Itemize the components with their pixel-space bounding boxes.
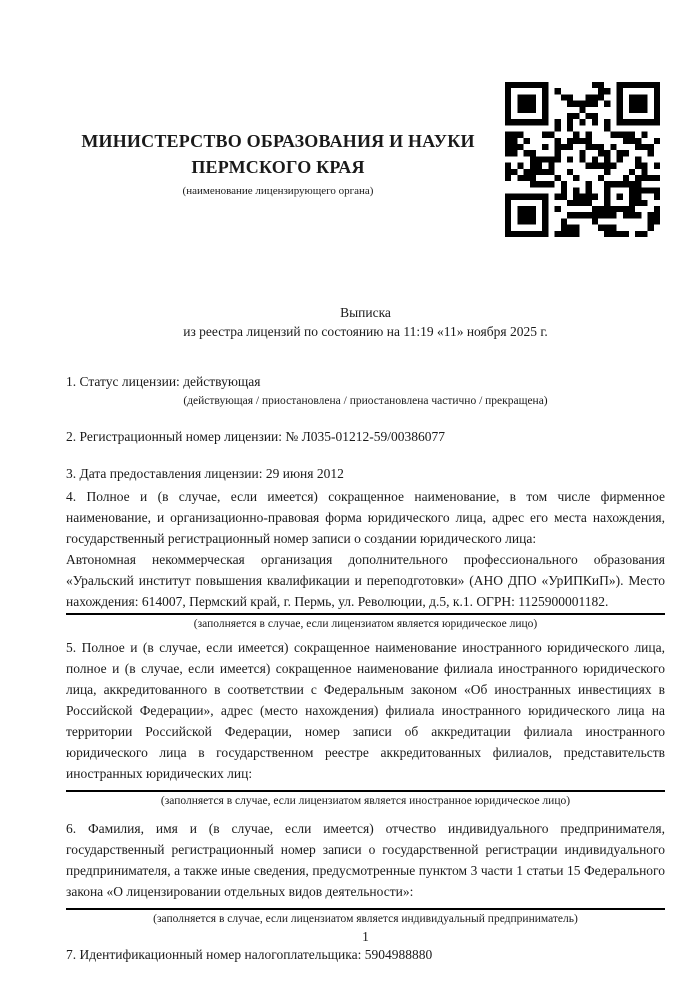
ministry-name-line2: ПЕРМСКОГО КРАЯ <box>191 157 365 177</box>
section-registration-number <box>66 426 665 447</box>
document-title <box>66 303 665 341</box>
section-license-status <box>66 371 665 408</box>
registration-number-value: № Л035-01212-59/00386077 <box>285 429 446 444</box>
license-status-options-note: (действующая / приостановлена / приостановлена частично / прекращена) <box>183 395 548 407</box>
legal-entity-label: 4. Полное и (в случае, если имеется) сокращенное наименование, в том числе фирменное наименование, и организационно-правовая форма юридического лица, адрес его места нахождения, государственный регистрационный номер записи о создании юридического лица: <box>66 489 665 546</box>
licensing-authority-block <box>66 128 490 198</box>
inn-value: 5904988880 <box>364 947 433 962</box>
section-legal-entity <box>66 486 665 631</box>
section-grant-date <box>66 463 665 484</box>
grant-date-label: 3. Дата предоставления лицензии: <box>66 466 263 481</box>
licensing-authority-caption: (наименование лицензирующего органа) <box>182 185 374 197</box>
ministry-name-line1: МИНИСТЕРСТВО ОБРАЗОВАНИЯ И НАУКИ <box>81 131 475 151</box>
individual-entrepreneur-label: 6. Фамилия, имя и (в случае, если имеется) отчество индивидуального предпринимателя, государственный регистрационный номер записи о государственной регистрации индивидуального предпринимателя, а также иные сведения, предусмотренные пунктом 3 части 1 статьи 15 Федерального закона «О лицензировании отдельных видов деятельности»: <box>66 821 665 899</box>
legal-entity-value: Автономная некоммерческая организация дополнительного профессионального образования «Уральский институт повышения квалификации и переподготовки» (АНО ДПО «УрИПКиП»). Место нахождения: 614007, Пермский край, г. Пермь, ул. Революции, д.5, к.1. ОГРН: 1125900001182. <box>66 552 665 609</box>
section-individual-entrepreneur <box>66 818 665 926</box>
license-status-label: 1. Статус лицензии: <box>66 374 180 389</box>
document-header <box>66 0 665 260</box>
license-status-value: действующая <box>183 374 261 389</box>
section-foreign-entity <box>66 637 665 808</box>
grant-date-value: 29 июня 2012 <box>265 466 344 481</box>
foreign-entity-note: (заполняется в случае, если лицензиатом является иностранное юридическое лицо) <box>160 795 571 807</box>
section-inn <box>66 944 665 965</box>
legal-entity-note: (заполняется в случае, если лицензиатом является юридическое лицо) <box>193 618 538 630</box>
individual-entrepreneur-fill-divider <box>66 908 665 910</box>
legal-entity-fill-divider <box>66 613 665 615</box>
page-number: 1 <box>362 929 369 944</box>
document-title-line2: из реестра лицензий по состоянию на 11:19 «11» ноября 2025 г. <box>183 324 548 339</box>
foreign-entity-label: 5. Полное и (в случае, если имеется) сокращенное наименование иностранного юридического лица, полное и (в случае, если имеется) сокращенное наименование филиала иностранного юридического лица, аккредитованного в соответствии с Федеральным законом «Об иностранных инвестициях в Российской Федерации», адрес (место нахождения) филиала иностранного юридического лица на территории Российской Федерации, номер записи об аккредитации филиала иностранного юридического лица в государственном реестре аккредитованных филиалов, представительств иностранных юридических лиц: <box>66 640 665 781</box>
inn-label: 7. Идентификационный номер налогоплательщика: <box>66 947 362 962</box>
registration-number-label: 2. Регистрационный номер лицензии: <box>66 429 283 444</box>
document-title-line1: Выписка <box>340 305 391 320</box>
foreign-entity-fill-divider <box>66 790 665 792</box>
individual-entrepreneur-note: (заполняется в случае, если лицензиатом является индивидуальный предприниматель) <box>153 913 578 925</box>
qr-code-icon <box>505 82 660 237</box>
